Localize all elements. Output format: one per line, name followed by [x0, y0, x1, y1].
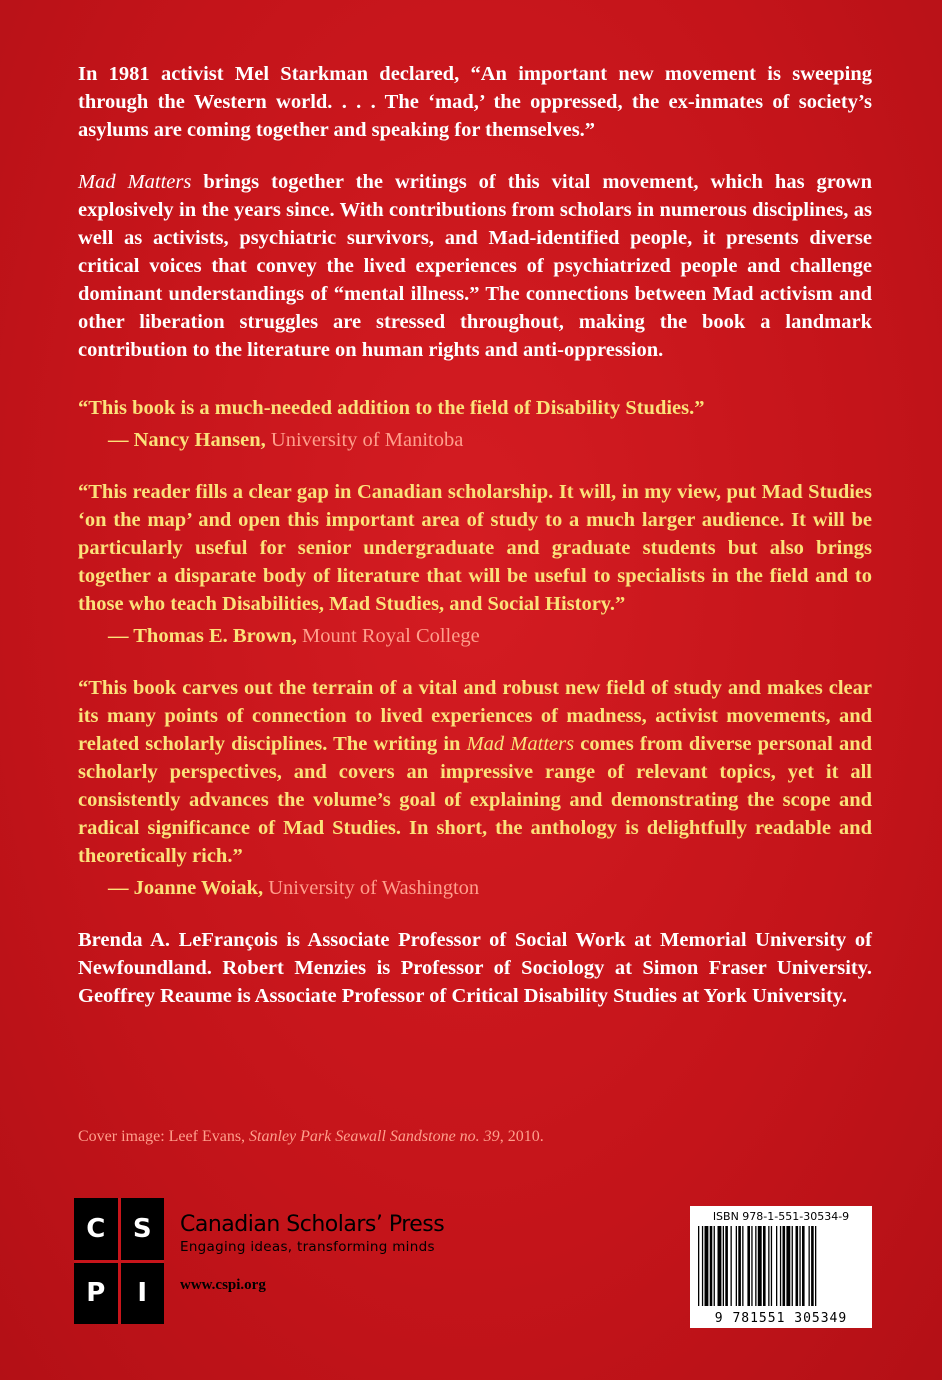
- cspi-logo: C S P I: [74, 1198, 164, 1324]
- cover-credit: Cover image: Leef Evans, Stanley Park Seawall Sandstone no. 39, 2010.: [78, 1128, 544, 1145]
- editors-bio: Brenda A. LeFrançois is Associate Professor of Social Work at Memorial University of Newfoundland. Robert Menzies is Professor of Sociology at Simon Fraser University. Geoffrey Reaume is Associate Professor of Critical Disability Studies at York University.: [78, 929, 872, 1007]
- book-title: Mad Matters: [78, 171, 192, 193]
- blurb-attribution: — Thomas E. Brown, Mount Royal College: [108, 625, 480, 647]
- publisher-tagline: Engaging ideas, transforming minds: [180, 1239, 435, 1255]
- blurb-attribution: — Nancy Hansen, University of Manitoba: [108, 429, 464, 451]
- isbn-barcode: [690, 1206, 872, 1328]
- publisher-info: [180, 1212, 444, 1294]
- blurb-woiak: [78, 674, 872, 902]
- blurb-quote: “This book carves out the terrain of a vital and robust new field of study and makes clear its many points of connection to lived experiences of madness, activist movements, and related scholarly disciplines. The writing in Mad Matters comes from diverse personal and scholarly perspectives, and covers an impressive range of relevant topics, yet it all consistently advances the volume’s goal of explaining and demonstrating the scope and radical significance of Mad Studies. In short, the anthology is delightfully readable and theoretically rich.”: [78, 677, 872, 867]
- publisher-website: www.cspi.org: [180, 1277, 266, 1293]
- publisher-name: Canadian Scholars’ Press: [180, 1212, 445, 1237]
- intro-quote-paragraph: In 1981 activist Mel Starkman declared, “An important new movement is sweeping through the Western world. . . . The ‘mad,’ the oppressed, the ex-inmates of society’s asylums are coming together and speaking for themselves.”: [78, 63, 872, 141]
- isbn-label: ISBN 978-1-551-30534-9: [712, 1210, 850, 1223]
- book-description: Mad Matters brings together the writings of this vital movement, which has grown explosively in the years since. With contributions from scholars in numerous disciplines, as well as activists, psychiatric survivors, and Mad-identified people, it presents diverse critical voices that convey the lived experiences of psychiatrized people and challenge dominant understandings of “mental illness.” The connections between Mad activism and other liberation struggles are stressed throughout, making the book a landmark contribution to the literature on human rights and anti-oppression.: [78, 171, 872, 361]
- barcode-bars-icon: [698, 1226, 864, 1306]
- blurb-quote: “This book is a much-needed addition to the field of Disability Studies.”: [78, 397, 705, 419]
- blurb-quote: “This reader fills a clear gap in Canadian scholarship. It will, in my view, put Mad Studies ‘on the map’ and open this important area of study to a much larger audience. It will be particularly useful for senior undergraduate and graduate students but also brings together a disparate body of literature that will be useful to specialists in the field and to those who teach Disabilities, Mad Studies, and Social History.”: [78, 481, 872, 615]
- blurb-hansen: [78, 394, 872, 454]
- back-cover-text: [78, 60, 872, 1010]
- barcode-digits: 9 781551 305349: [714, 1311, 848, 1326]
- blurb-brown: [78, 478, 872, 650]
- blurb-attribution: — Joanne Woiak, University of Washington: [108, 877, 480, 899]
